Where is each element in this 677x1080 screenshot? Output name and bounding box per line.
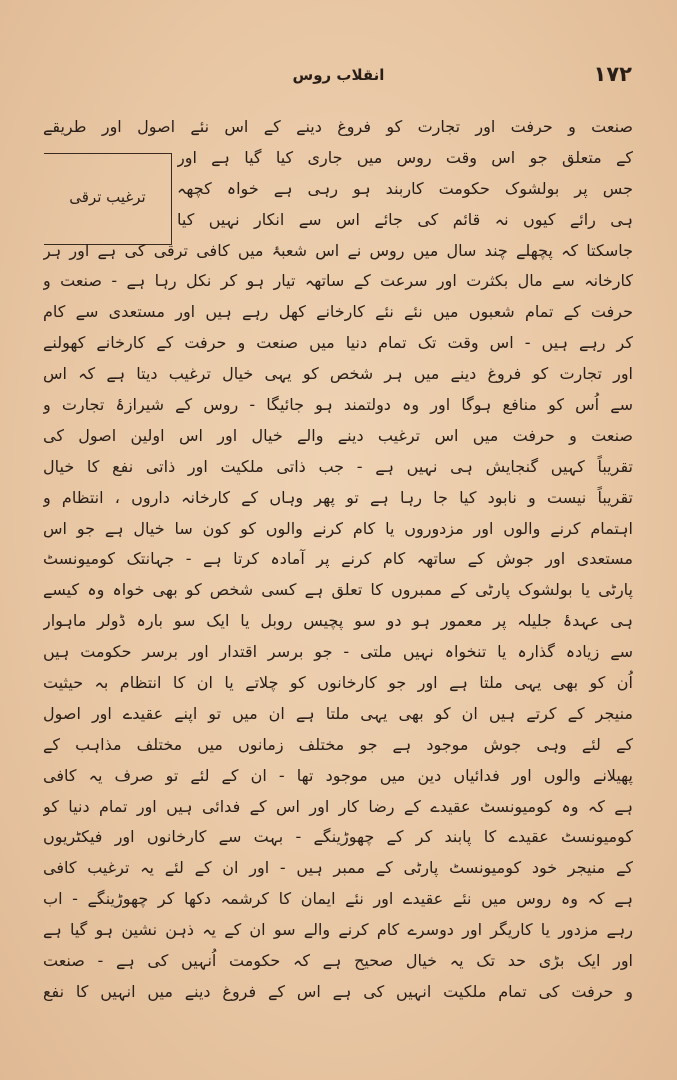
text-line: کارخانہ سے مال بکثرت اور سرعت کے ساتھہ تیار ہو کر نکل رہا ہے - صنعت و (43, 271, 633, 291)
text-line: رہے مزدور یا کاریگر اور دوسرے کام کرنے والے سو ان کے یہ ذہن نشین ہو گیا ہے (43, 920, 633, 940)
text-line: و حرفت کی تمام ملکیت انہیں کی ہے اس کے فروغ دینے میں انہیں کا نفع (43, 981, 633, 1001)
text-line: اُن کو بھی یہی ملتا ہے اور جو کارخانوں کو چلاتے یا ان کا انتظام بہ حیثیت (43, 673, 633, 693)
text-line: مستعدی اور جوش کے ساتھہ کام کرنے پر آمادہ کرتا ہے - جہانتک کومیونسٹ (43, 549, 633, 569)
margin-note-label: ترغیب ترقی (69, 188, 146, 206)
text-line: ہی رائے کیوں نہ قائم کی جائے اس سے انکار نہیں کیا (177, 209, 633, 229)
body-text (43, 112, 633, 1008)
text-line: پارٹی یا بولشوک پارٹی کے ممبروں کا تعلق ہے کسی شخص کو بھی خواہ وہ کیسے (43, 580, 633, 600)
text-line: منیجر کے کرتے ہیں ان کو بھی یہی ملتا ہے ان میں تو اپنے عقیدے اور اصول (43, 703, 633, 723)
text-line: ہے کہ وہ روس میں نئے عقیدے اور نئے ایمان کا کرشمہ دکھا کر چھوڑینگے - اب (43, 889, 633, 909)
text-line: اور ایک بڑی حد تک یہ خیال صحیح ہے کہ حکومت اُنہیں کی ہے - صنعت (43, 951, 633, 971)
text-line: سے زیادہ گذارہ یا تنخواہ نہیں ملتی - جو برسر اقتدار اور برسر حکومت ہیں (43, 642, 633, 662)
text-line: کے متعلق جو اس وقت روس میں جاری کیا گیا ہے اور (177, 147, 633, 167)
text-line: صنعت و حرفت اور تجارت کو فروغ دینے کے اس نئے اصول اور طریقے (43, 117, 633, 136)
text-line: جس پر بولشوک حکومت کاربند ہو رہی ہے خواہ کچھہ (177, 178, 633, 198)
running-title: انقلاب روس (292, 66, 385, 84)
text-line: کے منیجر خود کومیونسٹ پارٹی کے ممبر ہیں - اور ان کے لئے یہ ترغیب کافی (43, 858, 633, 878)
text-line: کر رہے ہیں - اس وقت تک تمام دنیا میں صنعت و حرفت کے کارخانے کھولنے (43, 333, 633, 353)
text-line: حرفت کے تمام شعبوں میں نئے نئے کارخانے کھل رہے ہیں اور مستعدی سے کام (43, 302, 633, 322)
text-line: کے لئے وہی جوش موجود ہے جو مختلف زمانوں میں مختلف مذاہب کے (43, 734, 633, 754)
text-line: تقریباً کہیں گنجایش ہی نہیں ہے - جب ذاتی ملکیت اور ذاتی نفع کا خیال (43, 456, 633, 476)
page-number: ۱۷۲ (593, 62, 632, 86)
text-line: جاسکتا کہ پچھلے چند سال میں روس نے اس شعبۂ میں کافی ترقی کی ہے اور ہر (43, 240, 633, 260)
text-line: اہتمام کرنے والوں اور مزدوروں یا کام کرنے والوں کو کون سا خیال ہے جو اس (43, 518, 633, 538)
text-line: ہی عہدۂ جلیلہ پر معمور ہو دو سو پچیس روبل یا ایک سو بارہ ڈولر ماہوار (43, 611, 633, 631)
text-line: سے اُس کو منافع ہوگا اور وہ دولتمند ہو جائیگا - روس کے شیرازۂ تجارت و (43, 395, 633, 415)
text-line: صنعت و حرفت میں اس ترغیب دینے والے خیال اور اس اولین اصول کی (43, 425, 633, 445)
page-header (45, 62, 632, 96)
text-line: کومیونسٹ عقیدے کا پابند کر کے چھوڑینگے - بہت سے کارخانوں اور فیکٹریوں (43, 827, 633, 847)
text-line: اور تجارت کو فروغ دینے میں ہر شخص کو یہی خیال ترغیب دیتا ہے کہ اس (43, 364, 633, 384)
text-line: ہے کہ وہ کومیونسٹ عقیدے کے رضا کار اور اس کے فدائی ہیں اور تمام دنیا کو (43, 796, 633, 816)
text-line: تقریباً نیست و نابود کیا جا رہا ہے تو پھر وہاں کے کارخانہ داروں ، انتظام و (43, 487, 633, 507)
text-line: پھیلانے والوں اور فدائیاں دین میں موجود تھا - ان کے لئے تو صرف یہ کافی (43, 765, 633, 785)
